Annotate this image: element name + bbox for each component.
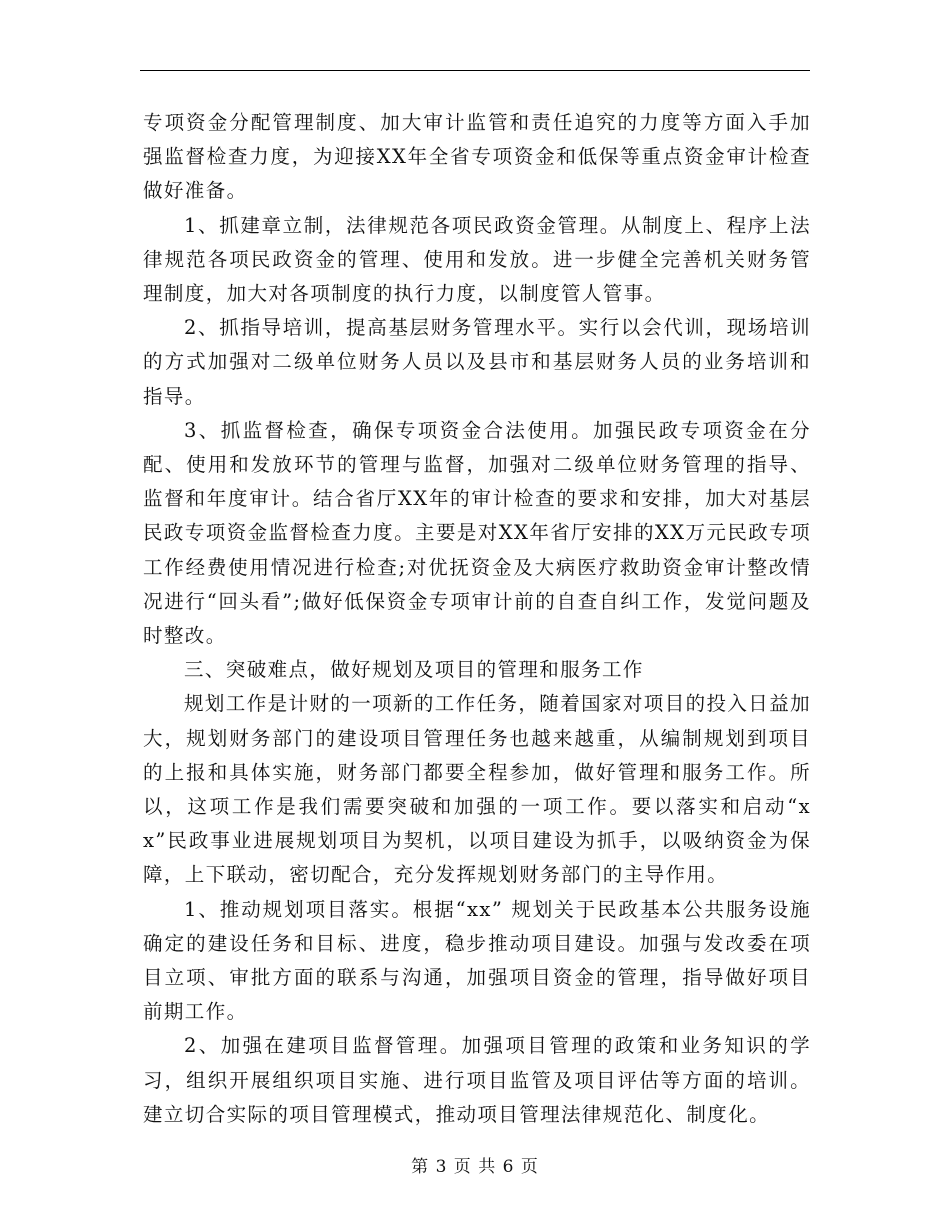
document-body <box>143 106 811 1132</box>
paragraph-continuation: 专项资金分配管理制度、加大审计监管和责任追究的力度等方面入手加强监督检查力度，为迎接XX年全省专项资金和低保等重点资金审计检查做好准备。 <box>143 111 811 203</box>
page-number-footer: 第 3 页 共 6 页 <box>411 1157 539 1177</box>
paragraph-rules-item: 1、抓建章立制，法律规范各项民政资金管理。从制度上、程序上法律规范各项民政资金的管理、使用和发放。进一步健全完善机关财务管理制度，加大对各项制度的执行力度，以制度管人管事。 <box>143 213 811 306</box>
header-rule <box>140 70 810 71</box>
paragraph-planning-intro: 规划工作是计财的一项新的工作任务，随着国家对项目的投入日益加大，规划财务部门的建设项目管理任务也越来越重，从编制规划到项目的上报和具体实施，财务部门都要全程参加，做好管理和服务工作。所以，这项工作是我们需要突破和加强的一项工作。要以落实和启动“xx”民政事业进展规划项目为契机，以项目建设为抓手，以吸纳资金为保障，上下联动，密切配合，充分发挥规划财务部门的主导作用。 <box>143 692 812 887</box>
paragraph-training-item: 2、抓指导培训，提高基层财务管理水平。实行以会代训，现场培训的方式加强对二级单位财务人员以及县市和基层财务人员的业务培训和指导。 <box>143 316 811 408</box>
section-heading-three: 三、突破难点，做好规划及项目的管理和服务工作 <box>184 658 644 682</box>
paragraph-supervision-item: 3、抓监督检查，确保专项资金合法使用。加强民政专项资金在分配、使用和发放环节的管理与监督，加强对二级单位财务管理的指导、监督和年度审计。结合省厅XX年的审计检查的要求和安排，加大对基层民政专项资金监督检查力度。主要是对XX年省厅安排的XX万元民政专项工作经费使用情况进行检查;对优抚资金及大病医疗救助资金审计整改情况进行“回头看”;做好低保资金专项审计前的自查自纠工作，发觉问题及时整改。 <box>143 418 811 648</box>
paragraph-project-implementation: 1、推动规划项目落实。根据“xx” 规划关于民政基本公共服务设施确定的建设任务和目标、进度，稳步推动项目建设。加强与发改委在项目立项、审批方面的联系与沟通，加强项目资金的管理，指导做好项目前期工作。 <box>143 897 811 1024</box>
paragraph-project-supervision: 2、加强在建项目监督管理。加强项目管理的政策和业务知识的学习，组织开展组织项目实施、进行项目监管及项目评估等方面的培训。建立切合实际的项目管理模式，推动项目管理法律规范化、制度化。 <box>143 1034 811 1126</box>
